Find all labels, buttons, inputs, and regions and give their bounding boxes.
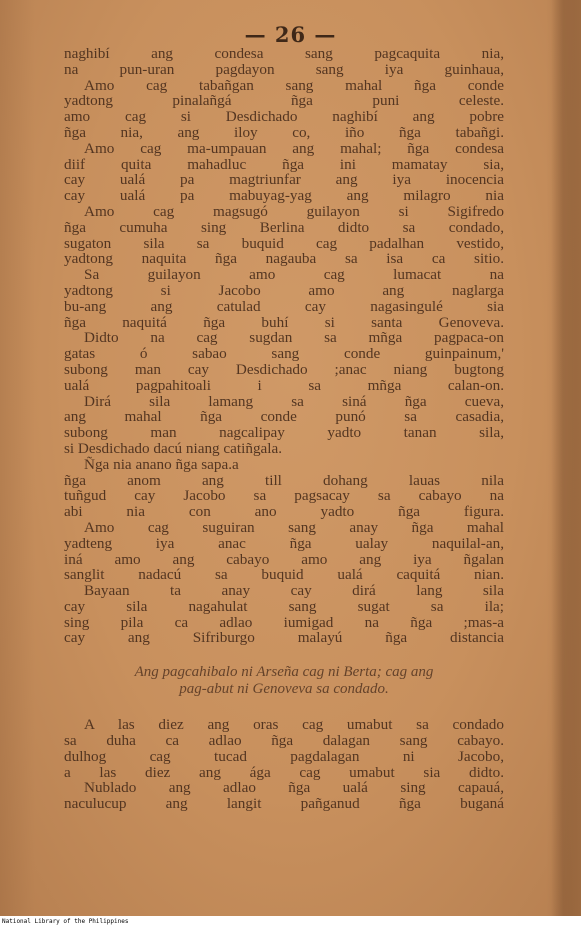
text-line: yadtong pinalañgá ñga puni celeste. (64, 92, 504, 110)
text-line: cay ualá pa magtriunfar ang iya inocencia (64, 171, 504, 189)
section-heading (64, 664, 504, 698)
text-line: Didto na cag sugdan sa mñga pagpaca-on (84, 329, 504, 347)
text-line: ualá pagpahitoali i sa mñga calan-on. (64, 376, 504, 394)
text-line: sugaton sila sa buquid cag padalhan vestido, (64, 234, 504, 252)
text-line: sa duha ca adlao ñga dalagan sang cabayo. (64, 732, 504, 750)
text-line: cay ang Sifriburgo malayú ñga distancia (64, 629, 504, 647)
section-heading-line-2: pag-abut ni Genoveva sa condado. (179, 681, 389, 698)
text-line: Amo cag ma-umpauan ang mahal; ñga condesa (84, 139, 504, 157)
text-line: iná amo ang cabayo amo ang iya ñgalan (64, 550, 504, 568)
text-line: yadtong naquita ñga nagauba sa isa ca sitio. (64, 250, 504, 268)
text-line: diif quita mahadluc ñga ini mamatay sia, (64, 155, 504, 173)
text-line: sing pila ca adlao iumigad na ñga ;mas-a (64, 613, 504, 631)
poem-stanzas-part2 (64, 717, 504, 812)
text-line: yadtong si Jacobo amo ang naglarga (64, 281, 504, 299)
page-edge-shadow (551, 0, 581, 916)
text-line: Nublado ang adlao ñga ualá sing capauá, (84, 779, 504, 797)
text-line: na pun-uran pagdayon sang iya guinhaua, (64, 60, 504, 78)
text-line: sanglit nadacú sa buquid ualá caquitá nian. (64, 566, 504, 584)
text-line: a las diez ang ága cag umabut sia didto. (64, 763, 504, 781)
text-line: abi nia con ano yadto ñga figura. (64, 503, 504, 521)
text-line: ang mahal ñga conde punó sa casadia, (64, 408, 504, 426)
text-line: Amo cag magsugó guilayon si Sigifredo (84, 202, 504, 220)
section-heading-line-1: Ang pagcahibalo ni Arseña cag ni Berta; cag ang (134, 664, 434, 681)
text-line: subong man nagcalipay yadto tanan sila, (64, 424, 504, 442)
text-line: dulhog cag tucad pagdalagan ni Jacobo, (64, 747, 504, 765)
text-line: ñga cumuha sing Berlina didto sa condado, (64, 218, 504, 236)
text-line: Amo cag suguiran sang anay ñga mahal (84, 518, 504, 536)
text-line: ñga nia, ang iloy co, iño ñga tabañgi. (64, 123, 504, 141)
text-line: amo cag si Desdichado naghibí ang pobre (64, 108, 504, 126)
poem-text (64, 46, 504, 812)
text-line: cay sila nagahulat sang sugat sa ila; (64, 597, 504, 615)
text-line: cay ualá pa mabuyag-yag ang milagro nia (64, 187, 504, 205)
text-line: bu-ang ang catulad cay nagasingulé sia (64, 297, 504, 315)
text-line: tuñgud cay Jacobo sa pagsacay sa cabayo na (64, 487, 504, 505)
text-line: si Desdichado dacú niang catiñgala. (64, 439, 283, 457)
text-line: subong man cay Desdichado ;anac niang bugtong (64, 360, 504, 378)
text-line: yadteng iya anac ñga ualay naquilal-an, (64, 534, 504, 552)
poem-stanzas-part1 (64, 46, 504, 646)
text-line: ñga anom ang till dohang lauas nila (64, 471, 504, 489)
text-line: Ñga nia anano ñga sapa.a (84, 455, 239, 473)
text-line: naculucup ang langit pañganud ñga buganá (64, 795, 504, 813)
text-line: ñga naquitá ñga buhí si santa Genoveva. (64, 313, 504, 331)
text-line: A las diez ang oras cag umabut sa condado (84, 716, 504, 734)
text-line: Amo cag tabañgan sang mahal ñga conde (84, 76, 504, 94)
text-line: Dirá sila lamang sa siná ñga cueva, (84, 392, 504, 410)
text-line: Bayaan ta anay cay dirá lang sila (84, 582, 504, 600)
page-number: — 26 — (244, 22, 337, 47)
library-credit: National Library of the Philippines (0, 916, 581, 927)
text-line: gatas ó sabao sang conde guinpainum,' (64, 345, 504, 363)
text-line: Sa guilayon amo cag lumacat na (84, 266, 504, 284)
text-line: naghibí ang condesa sang pagcaquita nia, (64, 45, 504, 62)
